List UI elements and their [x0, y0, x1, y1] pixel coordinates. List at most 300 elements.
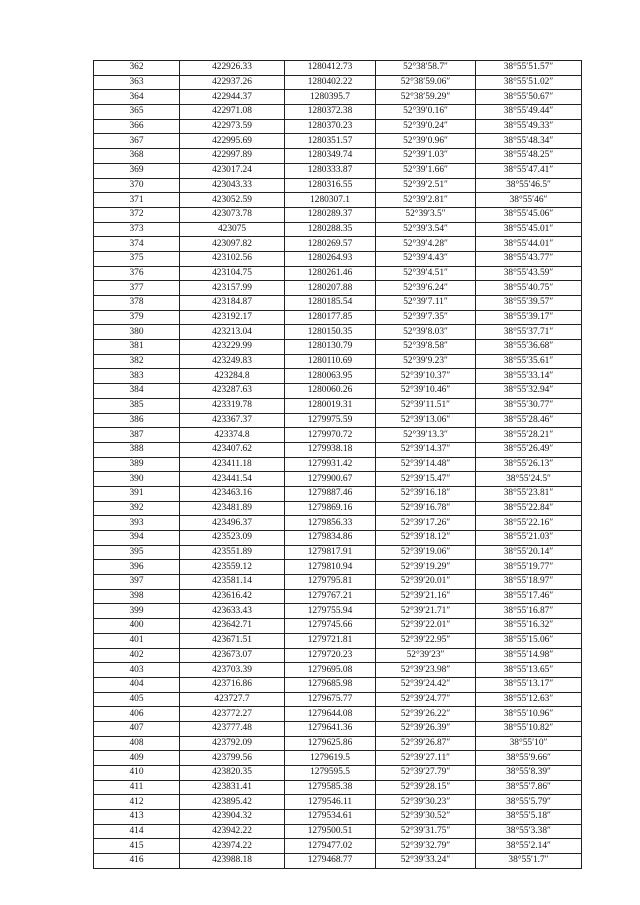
longitude-cell: 38°55′1.7″ [476, 854, 582, 869]
point-number-cell: 374 [94, 237, 180, 252]
table-row [94, 105, 582, 120]
latitude-cell: 52°38′59.29″ [376, 90, 476, 105]
point-number-cell: 379 [94, 310, 180, 325]
longitude-cell: 38°55′17.46″ [476, 589, 582, 604]
table-row [94, 619, 582, 634]
point-number-cell: 403 [94, 663, 180, 678]
x-coordinate-cell: 423642.71 [180, 619, 285, 634]
latitude-cell: 52°39′4.43″ [376, 251, 476, 266]
y-coordinate-cell: 1279721.81 [285, 633, 376, 648]
table-row [94, 281, 582, 296]
latitude-cell: 52°39′23.98″ [376, 663, 476, 678]
latitude-cell: 52°39′14.48″ [376, 457, 476, 472]
longitude-cell: 38°55′49.33″ [476, 119, 582, 134]
longitude-cell: 38°55′21.03″ [476, 531, 582, 546]
longitude-cell: 38°55′16.87″ [476, 604, 582, 619]
x-coordinate-cell: 423895.42 [180, 795, 285, 810]
table-row [94, 751, 582, 766]
latitude-cell: 52°39′3.54″ [376, 222, 476, 237]
latitude-cell: 52°39′30.52″ [376, 810, 476, 825]
latitude-cell: 52°39′24.77″ [376, 692, 476, 707]
y-coordinate-cell: 1279887.46 [285, 486, 376, 501]
point-number-cell: 377 [94, 281, 180, 296]
point-number-cell: 401 [94, 633, 180, 648]
table-row [94, 384, 582, 399]
x-coordinate-cell: 422973.59 [180, 119, 285, 134]
x-coordinate-cell: 422944.37 [180, 90, 285, 105]
longitude-cell: 38°55′36.68″ [476, 340, 582, 355]
longitude-cell: 38°55′8.39″ [476, 766, 582, 781]
table-row [94, 61, 582, 76]
longitude-cell: 38°55′10.82″ [476, 721, 582, 736]
y-coordinate-cell: 1279546.11 [285, 795, 376, 810]
point-number-cell: 373 [94, 222, 180, 237]
table-row [94, 207, 582, 222]
longitude-cell: 38°55′24.5″ [476, 472, 582, 487]
point-number-cell: 371 [94, 193, 180, 208]
table-row [94, 149, 582, 164]
y-coordinate-cell: 1279625.86 [285, 736, 376, 751]
x-coordinate-cell: 423716.86 [180, 677, 285, 692]
y-coordinate-cell: 1279468.77 [285, 854, 376, 869]
x-coordinate-cell: 423581.14 [180, 575, 285, 590]
x-coordinate-cell: 423319.78 [180, 398, 285, 413]
longitude-cell: 38°55′32.94″ [476, 384, 582, 399]
x-coordinate-cell: 423820.35 [180, 766, 285, 781]
point-number-cell: 398 [94, 589, 180, 604]
y-coordinate-cell: 1279585.38 [285, 780, 376, 795]
point-number-cell: 376 [94, 266, 180, 281]
y-coordinate-cell: 1280019.31 [285, 398, 376, 413]
latitude-cell: 52°39′26.39″ [376, 721, 476, 736]
x-coordinate-cell: 423043.33 [180, 178, 285, 193]
x-coordinate-cell: 423942.22 [180, 824, 285, 839]
table-row [94, 310, 582, 325]
longitude-cell: 38°55′48.25″ [476, 149, 582, 164]
table-row [94, 251, 582, 266]
x-coordinate-cell: 423559.12 [180, 560, 285, 575]
latitude-cell: 52°39′28.15″ [376, 780, 476, 795]
x-coordinate-cell: 423374.8 [180, 428, 285, 443]
point-number-cell: 412 [94, 795, 180, 810]
y-coordinate-cell: 1280063.95 [285, 369, 376, 384]
table-row [94, 486, 582, 501]
latitude-cell: 52°39′18.12″ [376, 531, 476, 546]
longitude-cell: 38°55′16.32″ [476, 619, 582, 634]
x-coordinate-cell: 423102.56 [180, 251, 285, 266]
latitude-cell: 52°38′58.7″ [376, 61, 476, 76]
point-number-cell: 387 [94, 428, 180, 443]
y-coordinate-cell: 1280307.1 [285, 193, 376, 208]
point-number-cell: 369 [94, 163, 180, 178]
y-coordinate-cell: 1280207.88 [285, 281, 376, 296]
y-coordinate-cell: 1279755.94 [285, 604, 376, 619]
latitude-cell: 52°39′16.78″ [376, 501, 476, 516]
longitude-cell: 38°55′10.96″ [476, 707, 582, 722]
latitude-cell: 52°39′10.37″ [376, 369, 476, 384]
point-number-cell: 415 [94, 839, 180, 854]
x-coordinate-cell: 423703.39 [180, 663, 285, 678]
point-number-cell: 367 [94, 134, 180, 149]
point-number-cell: 392 [94, 501, 180, 516]
latitude-cell: 52°39′0.96″ [376, 134, 476, 149]
x-coordinate-cell: 423157.99 [180, 281, 285, 296]
latitude-cell: 52°39′6.24″ [376, 281, 476, 296]
table-row [94, 589, 582, 604]
table-row [94, 134, 582, 149]
longitude-cell: 38°55′22.84″ [476, 501, 582, 516]
x-coordinate-cell: 423097.82 [180, 237, 285, 252]
x-coordinate-cell: 423633.43 [180, 604, 285, 619]
latitude-cell: 52°39′30.23″ [376, 795, 476, 810]
point-number-cell: 362 [94, 61, 180, 76]
x-coordinate-cell: 422995.69 [180, 134, 285, 149]
x-coordinate-cell: 423249.83 [180, 354, 285, 369]
y-coordinate-cell: 1280402.22 [285, 75, 376, 90]
x-coordinate-cell: 423673.07 [180, 648, 285, 663]
latitude-cell: 52°39′11.51″ [376, 398, 476, 413]
table-row [94, 442, 582, 457]
y-coordinate-cell: 1280333.87 [285, 163, 376, 178]
longitude-cell: 38°55′5.18″ [476, 810, 582, 825]
point-number-cell: 370 [94, 178, 180, 193]
x-coordinate-cell: 422937.26 [180, 75, 285, 90]
y-coordinate-cell: 1280316.55 [285, 178, 376, 193]
latitude-cell: 52°39′13.3″ [376, 428, 476, 443]
point-number-cell: 404 [94, 677, 180, 692]
table-row [94, 472, 582, 487]
point-number-cell: 414 [94, 824, 180, 839]
x-coordinate-cell: 422926.33 [180, 61, 285, 76]
longitude-cell: 38°55′45.06″ [476, 207, 582, 222]
x-coordinate-cell: 423213.04 [180, 325, 285, 340]
longitude-cell: 38°55′30.77″ [476, 398, 582, 413]
latitude-cell: 52°39′2.51″ [376, 178, 476, 193]
point-number-cell: 395 [94, 545, 180, 560]
y-coordinate-cell: 1279595.5 [285, 766, 376, 781]
latitude-cell: 52°39′22.95″ [376, 633, 476, 648]
point-number-cell: 389 [94, 457, 180, 472]
x-coordinate-cell: 423075 [180, 222, 285, 237]
latitude-cell: 52°39′4.28″ [376, 237, 476, 252]
latitude-cell: 52°39′19.06″ [376, 545, 476, 560]
y-coordinate-cell: 1279619.5 [285, 751, 376, 766]
y-coordinate-cell: 1279938.18 [285, 442, 376, 457]
table-row [94, 810, 582, 825]
longitude-cell: 38°55′12.63″ [476, 692, 582, 707]
y-coordinate-cell: 1280395.7 [285, 90, 376, 105]
table-row [94, 545, 582, 560]
y-coordinate-cell: 1279695.08 [285, 663, 376, 678]
x-coordinate-cell: 423367.37 [180, 413, 285, 428]
table-row [94, 428, 582, 443]
latitude-cell: 52°39′8.03″ [376, 325, 476, 340]
y-coordinate-cell: 1280349.74 [285, 149, 376, 164]
table-row [94, 721, 582, 736]
x-coordinate-cell: 423831.41 [180, 780, 285, 795]
table-row [94, 707, 582, 722]
y-coordinate-cell: 1279534.61 [285, 810, 376, 825]
coordinates-table-body [94, 61, 582, 869]
longitude-cell: 38°55′26.13″ [476, 457, 582, 472]
y-coordinate-cell: 1280289.37 [285, 207, 376, 222]
latitude-cell: 52°39′26.87″ [376, 736, 476, 751]
longitude-cell: 38°55′23.81″ [476, 486, 582, 501]
y-coordinate-cell: 1279970.72 [285, 428, 376, 443]
x-coordinate-cell: 423229.99 [180, 340, 285, 355]
longitude-cell: 38°55′15.06″ [476, 633, 582, 648]
x-coordinate-cell: 423073.78 [180, 207, 285, 222]
table-row [94, 560, 582, 575]
longitude-cell: 38°55′39.57″ [476, 296, 582, 311]
table-row [94, 325, 582, 340]
point-number-cell: 386 [94, 413, 180, 428]
x-coordinate-cell: 422997.89 [180, 149, 285, 164]
y-coordinate-cell: 1280370.23 [285, 119, 376, 134]
y-coordinate-cell: 1280110.69 [285, 354, 376, 369]
latitude-cell: 52°39′23″ [376, 648, 476, 663]
point-number-cell: 410 [94, 766, 180, 781]
y-coordinate-cell: 1279975.59 [285, 413, 376, 428]
point-number-cell: 396 [94, 560, 180, 575]
point-number-cell: 407 [94, 721, 180, 736]
latitude-cell: 52°39′14.37″ [376, 442, 476, 457]
x-coordinate-cell: 423104.75 [180, 266, 285, 281]
latitude-cell: 52°39′8.58″ [376, 340, 476, 355]
x-coordinate-cell: 423551.89 [180, 545, 285, 560]
longitude-cell: 38°55′51.02″ [476, 75, 582, 90]
table-row [94, 75, 582, 90]
table-row [94, 795, 582, 810]
table-row [94, 222, 582, 237]
x-coordinate-cell: 423287.63 [180, 384, 285, 399]
longitude-cell: 38°55′19.77″ [476, 560, 582, 575]
latitude-cell: 52°39′21.16″ [376, 589, 476, 604]
longitude-cell: 38°55′5.79″ [476, 795, 582, 810]
latitude-cell: 52°39′22.01″ [376, 619, 476, 634]
longitude-cell: 38°55′3.38″ [476, 824, 582, 839]
latitude-cell: 52°39′0.16″ [376, 105, 476, 120]
x-coordinate-cell: 423052.59 [180, 193, 285, 208]
y-coordinate-cell: 1279767.21 [285, 589, 376, 604]
longitude-cell: 38°55′47.41″ [476, 163, 582, 178]
x-coordinate-cell: 423799.56 [180, 751, 285, 766]
point-number-cell: 365 [94, 105, 180, 120]
latitude-cell: 52°39′21.71″ [376, 604, 476, 619]
longitude-cell: 38°55′28.46″ [476, 413, 582, 428]
y-coordinate-cell: 1279795.81 [285, 575, 376, 590]
point-number-cell: 364 [94, 90, 180, 105]
x-coordinate-cell: 423777.48 [180, 721, 285, 736]
y-coordinate-cell: 1279641.36 [285, 721, 376, 736]
y-coordinate-cell: 1279477.02 [285, 839, 376, 854]
y-coordinate-cell: 1280130.79 [285, 340, 376, 355]
point-number-cell: 400 [94, 619, 180, 634]
latitude-cell: 52°39′7.35″ [376, 310, 476, 325]
table-row [94, 193, 582, 208]
point-number-cell: 363 [94, 75, 180, 90]
x-coordinate-cell: 423974.22 [180, 839, 285, 854]
y-coordinate-cell: 1279644.08 [285, 707, 376, 722]
y-coordinate-cell: 1280288.35 [285, 222, 376, 237]
longitude-cell: 38°55′46″ [476, 193, 582, 208]
table-row [94, 398, 582, 413]
table-row [94, 677, 582, 692]
point-number-cell: 411 [94, 780, 180, 795]
table-row [94, 266, 582, 281]
y-coordinate-cell: 1279900.67 [285, 472, 376, 487]
table-row [94, 531, 582, 546]
table-row [94, 604, 582, 619]
y-coordinate-cell: 1279817.91 [285, 545, 376, 560]
latitude-cell: 52°39′24.42″ [376, 677, 476, 692]
latitude-cell: 52°39′31.75″ [376, 824, 476, 839]
longitude-cell: 38°55′7.86″ [476, 780, 582, 795]
point-number-cell: 413 [94, 810, 180, 825]
latitude-cell: 52°39′1.66″ [376, 163, 476, 178]
longitude-cell: 38°55′43.59″ [476, 266, 582, 281]
latitude-cell: 52°39′10.46″ [376, 384, 476, 399]
point-number-cell: 399 [94, 604, 180, 619]
x-coordinate-cell: 423441.54 [180, 472, 285, 487]
coordinates-table [93, 60, 582, 869]
y-coordinate-cell: 1280351.57 [285, 134, 376, 149]
x-coordinate-cell: 423481.89 [180, 501, 285, 516]
x-coordinate-cell: 423792.09 [180, 736, 285, 751]
longitude-cell: 38°55′44.01″ [476, 237, 582, 252]
point-number-cell: 381 [94, 340, 180, 355]
latitude-cell: 52°39′1.03″ [376, 149, 476, 164]
y-coordinate-cell: 1279720.23 [285, 648, 376, 663]
latitude-cell: 52°39′9.23″ [376, 354, 476, 369]
point-number-cell: 368 [94, 149, 180, 164]
y-coordinate-cell: 1279810.94 [285, 560, 376, 575]
longitude-cell: 38°55′48.34″ [476, 134, 582, 149]
point-number-cell: 408 [94, 736, 180, 751]
latitude-cell: 52°39′3.5″ [376, 207, 476, 222]
table-row [94, 369, 582, 384]
latitude-cell: 52°39′17.26″ [376, 516, 476, 531]
table-row [94, 340, 582, 355]
longitude-cell: 38°55′39.17″ [476, 310, 582, 325]
point-number-cell: 416 [94, 854, 180, 869]
y-coordinate-cell: 1280177.85 [285, 310, 376, 325]
table-row [94, 780, 582, 795]
point-number-cell: 391 [94, 486, 180, 501]
y-coordinate-cell: 1279869.16 [285, 501, 376, 516]
longitude-cell: 38°55′49.44″ [476, 105, 582, 120]
longitude-cell: 38°55′40.75″ [476, 281, 582, 296]
table-row [94, 824, 582, 839]
x-coordinate-cell: 423411.18 [180, 457, 285, 472]
point-number-cell: 385 [94, 398, 180, 413]
table-row [94, 766, 582, 781]
table-row [94, 633, 582, 648]
longitude-cell: 38°55′2.14″ [476, 839, 582, 854]
point-number-cell: 380 [94, 325, 180, 340]
longitude-cell: 38°55′35.61″ [476, 354, 582, 369]
point-number-cell: 378 [94, 296, 180, 311]
longitude-cell: 38°55′10″ [476, 736, 582, 751]
y-coordinate-cell: 1280412.73 [285, 61, 376, 76]
point-number-cell: 402 [94, 648, 180, 663]
latitude-cell: 52°39′16.18″ [376, 486, 476, 501]
longitude-cell: 38°55′13.17″ [476, 677, 582, 692]
longitude-cell: 38°55′51.57″ [476, 61, 582, 76]
point-number-cell: 390 [94, 472, 180, 487]
latitude-cell: 52°39′4.51″ [376, 266, 476, 281]
longitude-cell: 38°55′50.67″ [476, 90, 582, 105]
longitude-cell: 38°55′22.16″ [476, 516, 582, 531]
table-row [94, 457, 582, 472]
y-coordinate-cell: 1280185.54 [285, 296, 376, 311]
latitude-cell: 52°39′2.81″ [376, 193, 476, 208]
latitude-cell: 52°39′26.22″ [376, 707, 476, 722]
longitude-cell: 38°55′37.71″ [476, 325, 582, 340]
table-row [94, 736, 582, 751]
table-row [94, 692, 582, 707]
y-coordinate-cell: 1279745.66 [285, 619, 376, 634]
x-coordinate-cell: 423017.24 [180, 163, 285, 178]
latitude-cell: 52°39′32.79″ [376, 839, 476, 854]
latitude-cell: 52°39′13.06″ [376, 413, 476, 428]
latitude-cell: 52°39′0.24″ [376, 119, 476, 134]
y-coordinate-cell: 1279931.42 [285, 457, 376, 472]
table-row [94, 575, 582, 590]
latitude-cell: 52°39′19.29″ [376, 560, 476, 575]
point-number-cell: 383 [94, 369, 180, 384]
table-row [94, 663, 582, 678]
x-coordinate-cell: 423772.27 [180, 707, 285, 722]
longitude-cell: 38°55′43.77″ [476, 251, 582, 266]
longitude-cell: 38°55′26.49″ [476, 442, 582, 457]
table-row [94, 413, 582, 428]
x-coordinate-cell: 423727.7 [180, 692, 285, 707]
y-coordinate-cell: 1279856.33 [285, 516, 376, 531]
latitude-cell: 52°39′27.11″ [376, 751, 476, 766]
y-coordinate-cell: 1280261.46 [285, 266, 376, 281]
table-row [94, 854, 582, 869]
point-number-cell: 382 [94, 354, 180, 369]
longitude-cell: 38°55′18.97″ [476, 575, 582, 590]
point-number-cell: 393 [94, 516, 180, 531]
x-coordinate-cell: 423523.09 [180, 531, 285, 546]
point-number-cell: 394 [94, 531, 180, 546]
x-coordinate-cell: 423904.32 [180, 810, 285, 825]
longitude-cell: 38°55′9.66″ [476, 751, 582, 766]
x-coordinate-cell: 423496.37 [180, 516, 285, 531]
table-row [94, 237, 582, 252]
table-row [94, 516, 582, 531]
table-row [94, 119, 582, 134]
longitude-cell: 38°55′46.5″ [476, 178, 582, 193]
longitude-cell: 38°55′14.98″ [476, 648, 582, 663]
y-coordinate-cell: 1280060.26 [285, 384, 376, 399]
point-number-cell: 384 [94, 384, 180, 399]
longitude-cell: 38°55′28.21″ [476, 428, 582, 443]
x-coordinate-cell: 423284.8 [180, 369, 285, 384]
y-coordinate-cell: 1279685.98 [285, 677, 376, 692]
table-row [94, 354, 582, 369]
latitude-cell: 52°39′33.24″ [376, 854, 476, 869]
y-coordinate-cell: 1280269.57 [285, 237, 376, 252]
point-number-cell: 388 [94, 442, 180, 457]
x-coordinate-cell: 422971.08 [180, 105, 285, 120]
y-coordinate-cell: 1279834.86 [285, 531, 376, 546]
latitude-cell: 52°39′15.47″ [376, 472, 476, 487]
y-coordinate-cell: 1279500.51 [285, 824, 376, 839]
longitude-cell: 38°55′33.14″ [476, 369, 582, 384]
